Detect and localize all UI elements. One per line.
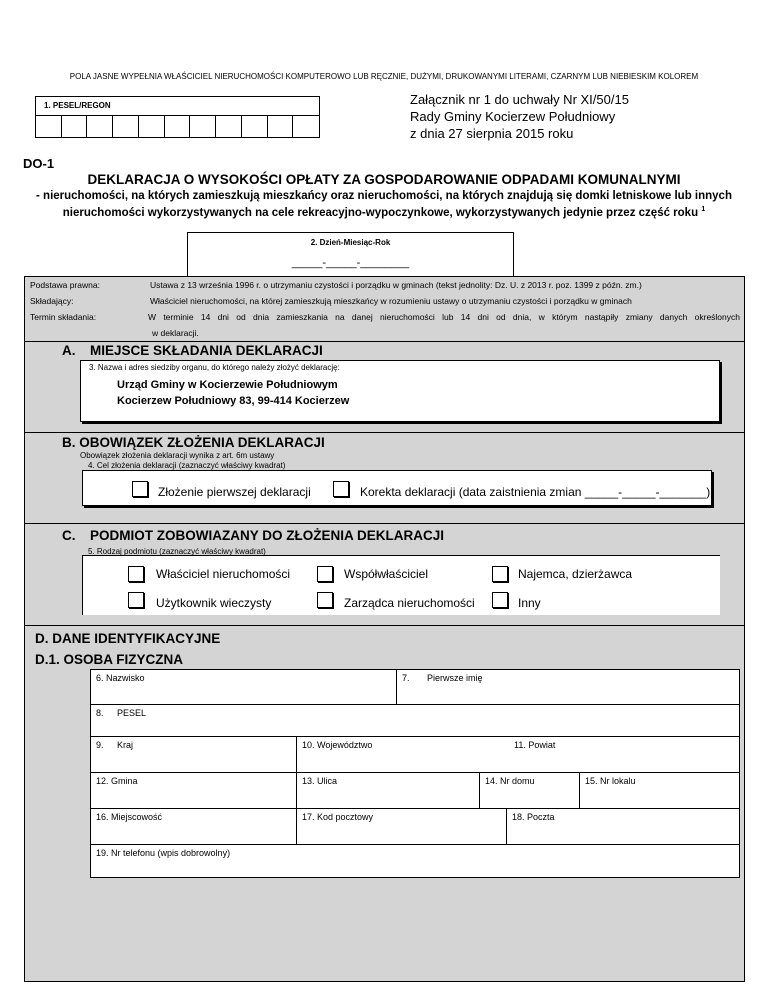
page-title: DEKLARACJA O WYSOKOŚCI OPŁATY ZA GOSPODAROWANIE ODPADAMI KOMUNALNYMI <box>87 172 681 187</box>
pesel-digit-cell[interactable] <box>36 116 62 137</box>
pesel-digit-cell[interactable] <box>139 116 165 137</box>
section-b-field-label: 4. Cel złożenia deklaracji (zaznaczyć właściwy kwadrat) <box>88 461 286 470</box>
first-name-field[interactable] <box>397 670 739 704</box>
tenant-checkbox[interactable] <box>492 566 508 582</box>
section-b-note: Obowiązek złożenia deklaracji wynika z art. 6m ustawy <box>80 451 275 460</box>
surname-label: 6. Nazwisko <box>96 673 145 683</box>
deadline-text-2: w deklaracji. <box>152 328 199 338</box>
pesel-regon-cells[interactable] <box>36 116 319 137</box>
date-input[interactable]: _____-_____-________ <box>291 257 410 269</box>
pesel-digit-cell[interactable] <box>293 116 319 137</box>
other-checkbox[interactable] <box>492 592 508 608</box>
legal-basis-label: Podstawa prawna: <box>30 280 100 290</box>
postcode-field[interactable] <box>297 809 507 844</box>
flat-number-label: 15. Nr lokalu <box>585 776 636 786</box>
submitter-label: Składający: <box>30 296 74 306</box>
pesel-digit-cell[interactable] <box>113 116 139 137</box>
section-c-field-label: 5. Rodzaj podmiotu (zaznaczyć właściwy kwadrat) <box>88 547 266 556</box>
pesel-regon-label: 1. PESEL/REGON <box>44 101 111 110</box>
street-label: 13. Ulica <box>302 776 338 786</box>
authority-address: Kocierzew Południowy 83, 99-414 Kocierzew <box>117 395 350 407</box>
subtitle-line-2 <box>0 206 768 219</box>
owner-label: Właściciel nieruchomości <box>156 567 291 581</box>
pesel-regon-box <box>35 96 320 138</box>
co-owner-label: Współwłaściciel <box>344 567 429 581</box>
section-c-letter: C. <box>62 528 76 543</box>
footnote-ref: 1 <box>701 206 706 213</box>
pesel-digit-cell[interactable] <box>87 116 113 137</box>
phone-field[interactable] <box>91 845 739 877</box>
pesel-digit-cell[interactable] <box>242 116 268 137</box>
other-label: Inny <box>518 596 541 610</box>
tenant-label: Najemca, dzierżawca <box>518 567 633 581</box>
country-field[interactable] <box>91 737 297 772</box>
city-field[interactable] <box>91 809 297 844</box>
commune-field[interactable] <box>91 773 297 808</box>
pesel-digit-cell[interactable] <box>216 116 242 137</box>
pesel-num: 8. <box>96 708 104 718</box>
attachment-line-2: Rady Gminy Kocierzew Południowy <box>410 109 616 124</box>
manager-checkbox[interactable] <box>317 592 333 608</box>
correction-label: Korekta deklaracji (data zaistnienia zmian _____-_____-_______) <box>360 485 711 499</box>
pesel-digit-cell[interactable] <box>190 116 216 137</box>
district-field[interactable] <box>509 737 739 772</box>
post-office-label: 18. Poczta <box>512 812 555 822</box>
surname-field[interactable] <box>91 670 397 704</box>
city-label: 16. Miejscowość <box>96 812 163 822</box>
section-c-title: PODMIOT ZOBOWIAZANY DO ZŁOŻENIA DEKLARACJI <box>90 528 444 543</box>
pesel-digit-cell[interactable] <box>62 116 88 137</box>
personal-data-grid <box>90 669 740 878</box>
pesel-digit-cell[interactable] <box>268 116 294 137</box>
pesel-digit-cell[interactable] <box>165 116 191 137</box>
country-label: Kraj <box>117 740 134 750</box>
section-a-letter: A. <box>62 343 76 358</box>
section-a-title: MIEJSCE SKŁADANIA DEKLARACJI <box>90 343 323 358</box>
attachment-line-1: Załącznik nr 1 do uchwały Nr XI/50/15 <box>410 92 629 107</box>
pesel-label: PESEL <box>117 708 147 718</box>
authority-address-field[interactable] <box>80 360 720 422</box>
subtitle-line-2-text: nieruchomości wykorzystywanych na cele rekreacyjno-wypoczynkowe, wykorzystywanych jedynie przez część roku <box>62 206 699 219</box>
deadline-text: W terminie 14 dni od dnia zamieszkania na danej nieruchomości lub 14 dni od dnia, w którym nastąpiły zmiany danych określonych <box>148 312 740 322</box>
first-declaration-label: Złożenie pierwszej deklaracji <box>158 485 311 499</box>
date-label: 2. Dzień-Miesiąc-Rok <box>310 238 391 247</box>
phone-label: 19. Nr telefonu (wpis dobrowolny) <box>96 848 231 858</box>
house-number-field[interactable] <box>480 773 580 808</box>
legal-basis-text: Ustawa z 13 września 1996 r. o utrzymaniu czystości i porządku w gminach (tekst jednolity: Dz. U. z 2013 r. poz. 1399 z późn. zm.) <box>150 280 642 290</box>
pesel-field[interactable] <box>91 705 739 736</box>
form-code: DO-1 <box>23 156 55 171</box>
section-d1-title: D.1. OSOBA FIZYCZNA <box>35 652 184 667</box>
authority-field-label: 3. Nazwa i adres siedziby organu, do którego należy złożyć deklarację: <box>89 363 340 372</box>
first-declaration-checkbox[interactable] <box>132 481 148 497</box>
flat-number-field[interactable] <box>580 773 739 808</box>
province-label: 10. Województwo <box>302 740 373 750</box>
post-office-field[interactable] <box>507 809 739 844</box>
subtitle-line-1: - nieruchomości, na których zamieszkują mieszkańcy oraz nieruchomości, na których znajdują się domki letniskowe lub innych <box>36 190 732 202</box>
first-name-num: 7. <box>402 673 410 683</box>
co-owner-checkbox[interactable] <box>317 566 333 582</box>
first-name-label: Pierwsze imię <box>427 673 483 683</box>
submitter-text: Właściciel nieruchomości, na której zamieszkują mieszkańcy w rozumieniu ustawy o utrzymaniu czystości i porządku w gminach <box>150 296 632 306</box>
district-label: 11. Powiat <box>514 740 556 750</box>
correction-checkbox[interactable] <box>333 481 349 497</box>
perpetual-user-label: Użytkownik wieczysty <box>156 596 272 610</box>
attachment-line-3: z dnia 27 sierpnia 2015 roku <box>410 126 574 141</box>
perpetual-user-checkbox[interactable] <box>128 592 144 608</box>
house-number-label: 14. Nr domu <box>485 776 535 786</box>
province-field[interactable] <box>297 737 509 772</box>
country-num: 9. <box>96 740 104 750</box>
section-b-title: B. OBOWIĄZEK ZŁOŻENIA DEKLARACJI <box>62 435 325 450</box>
deadline-label: Termin składania: <box>30 312 97 322</box>
authority-name: Urząd Gminy w Kocierzewie Południowym <box>117 379 338 391</box>
attachment-note <box>410 91 629 142</box>
street-field[interactable] <box>297 773 480 808</box>
commune-label: 12. Gmina <box>96 776 138 786</box>
date-box <box>187 232 514 276</box>
manager-label: Zarządca nieruchomości <box>344 596 475 610</box>
top-instruction: POLA JASNE WYPEŁNIA WŁAŚCICIEL NIERUCHOMOŚCI KOMPUTEROWO LUB RĘCZNIE, DUŻYMI, DRUKOWANYMI LITERAMI, CZARNYM LUB NIEBIESKIM KOLOREM <box>69 72 699 81</box>
section-d-title: D. DANE IDENTYFIKACYJNE <box>35 631 221 646</box>
postcode-label: 17. Kod pocztowy <box>302 812 374 822</box>
owner-checkbox[interactable] <box>128 566 144 582</box>
